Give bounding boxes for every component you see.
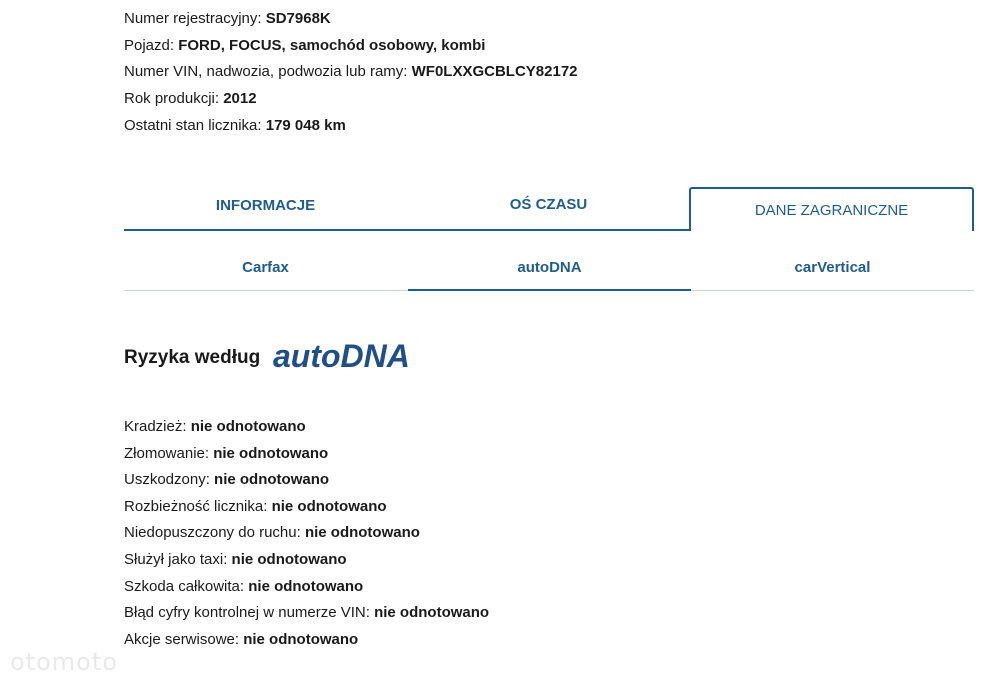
sub-tabs [124,249,974,291]
info-value: 2012 [223,90,257,108]
risk-value: nie odnotowano [271,497,387,515]
main-tabs [124,187,974,231]
info-label: Ostatni stan licznika: [124,116,266,134]
info-value: 179 048 km [265,116,346,134]
risk-item-taxi [124,547,489,574]
risk-label: Błąd cyfry kontrolnej w numerze VIN: [124,604,375,622]
risk-heading [124,340,421,380]
info-value: WF0LXXGCBLCY82172 [411,63,578,81]
tab-dane-zagraniczne[interactable] [689,187,974,231]
subtab-carvertical[interactable]: carVertical [794,259,871,276]
autodna-logo-text: autoDNA [272,338,410,374]
risk-value: nie odnotowano [214,471,330,489]
registration-number-line [124,6,578,33]
risk-item-service-campaigns [124,627,489,654]
risk-value: nie odnotowano [213,444,329,462]
risk-list [124,414,489,653]
vehicle-info [124,6,578,139]
risk-label: Niedopuszczony do ruchu: [124,524,305,542]
vin-line [124,59,578,86]
risk-label: Służył jako taxi: [124,550,232,568]
info-label: Numer VIN, nadwozia, podwozia lub ramy: [124,63,412,81]
risk-value: nie odnotowano [304,524,420,542]
vehicle-line [124,33,578,60]
risk-item-total-loss [124,574,489,601]
risk-label: Rozbieżność licznika: [124,497,272,515]
risk-label: Uszkodzony: [124,471,215,489]
watermark: otomoto [10,648,118,676]
tab-informacje[interactable]: INFORMACJE [215,197,316,214]
risk-label: Akcje serwisowe: [124,630,244,648]
autodna-logo [271,338,421,374]
production-year-line [124,86,578,113]
risk-item-odometer-discrepancy [124,494,489,521]
tab-os-czasu[interactable]: OŚ CZASU [509,196,588,213]
info-value: SD7968K [265,10,331,27]
risk-item-not-roadworthy [124,520,489,547]
info-value: FORD, FOCUS, samochód osobowy, kombi [178,36,486,54]
risk-heading-label: Ryzyka według [124,347,261,368]
risk-value: nie odnotowano [231,550,347,568]
risk-value: nie odnotowano [374,604,490,622]
risk-item-damaged [124,467,489,494]
risk-item-theft [124,414,489,441]
info-label: Rok produkcji: [124,90,224,108]
risk-label: Złomowanie: [124,444,214,462]
risk-item-vin-check-digit [124,600,489,627]
risk-item-scrapping [124,441,489,468]
risk-value: nie odnotowano [243,630,359,648]
odometer-line [124,113,578,140]
risk-label: Kradzież: [124,418,191,435]
subtab-autodna[interactable]: autoDNA [408,249,691,291]
tab-dane-zagraniczne-label: DANE ZAGRANICZNE [754,202,909,219]
subtab-carfax[interactable]: Carfax [242,259,289,276]
risk-value: nie odnotowano [190,418,306,435]
risk-label: Szkoda całkowita: [124,577,249,595]
info-label: Numer rejestracyjny: [124,10,266,27]
risk-value: nie odnotowano [248,577,364,595]
info-label: Pojazd: [124,36,179,54]
